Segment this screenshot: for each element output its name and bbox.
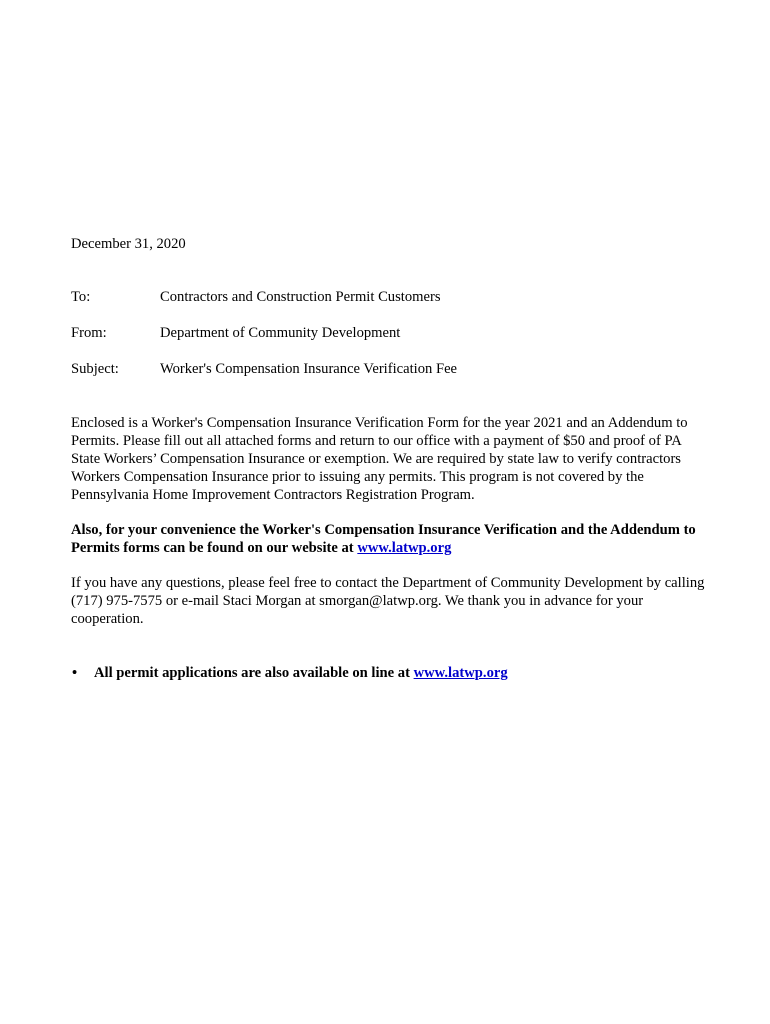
header-to-label: To: bbox=[71, 289, 91, 305]
bullet-list bbox=[71, 664, 711, 682]
header-subject-value: Worker's Compensation Insurance Verification Fee bbox=[160, 361, 458, 377]
header-from bbox=[71, 324, 711, 342]
paragraph-also bbox=[71, 521, 711, 557]
bullet-text: All permit applications are also available on line at bbox=[94, 665, 414, 681]
bullet-content bbox=[94, 664, 508, 682]
bullet-icon: • bbox=[72, 665, 78, 681]
letter-date: December 31, 2020 bbox=[71, 236, 186, 252]
header-to-value: Contractors and Construction Permit Customers bbox=[160, 289, 441, 305]
paragraph-also-text: Also, for your convenience the Worker's Compensation Insurance Verification and the Addendum to Permits forms can be found on our website at bbox=[71, 522, 696, 556]
letter-body bbox=[71, 235, 711, 682]
paragraph-questions: If you have any questions, please feel free to contact the Department of Community Development by calling (717) 975-7575 or e-mail Staci Morgan at smorgan@latwp.org. We thank you in advance for your cooperation. bbox=[71, 575, 705, 627]
permit-applications-link[interactable]: www.latwp.org bbox=[413, 665, 508, 681]
list-item bbox=[71, 664, 711, 682]
header-subject bbox=[71, 360, 711, 378]
header-subject-label: Subject: bbox=[71, 361, 119, 377]
header-from-label: From: bbox=[71, 325, 107, 341]
website-link[interactable]: www.latwp.org bbox=[357, 540, 452, 556]
header-to bbox=[71, 288, 711, 306]
header-from-value: Department of Community Development bbox=[160, 325, 401, 341]
paragraph-enclosed: Enclosed is a Worker's Compensation Insurance Verification Form for the year 2021 and an Addendum to Permits. Please fill out all attached forms and return to our office with a payment of $50 and proof of PA State Workers’ Compensation Insurance or exemption. We are required by state law to verify contractors Workers Compensation Insurance prior to issuing any permits. This program is not covered by the Pennsylvania Home Improvement Contractors Registration Program. bbox=[71, 415, 688, 503]
